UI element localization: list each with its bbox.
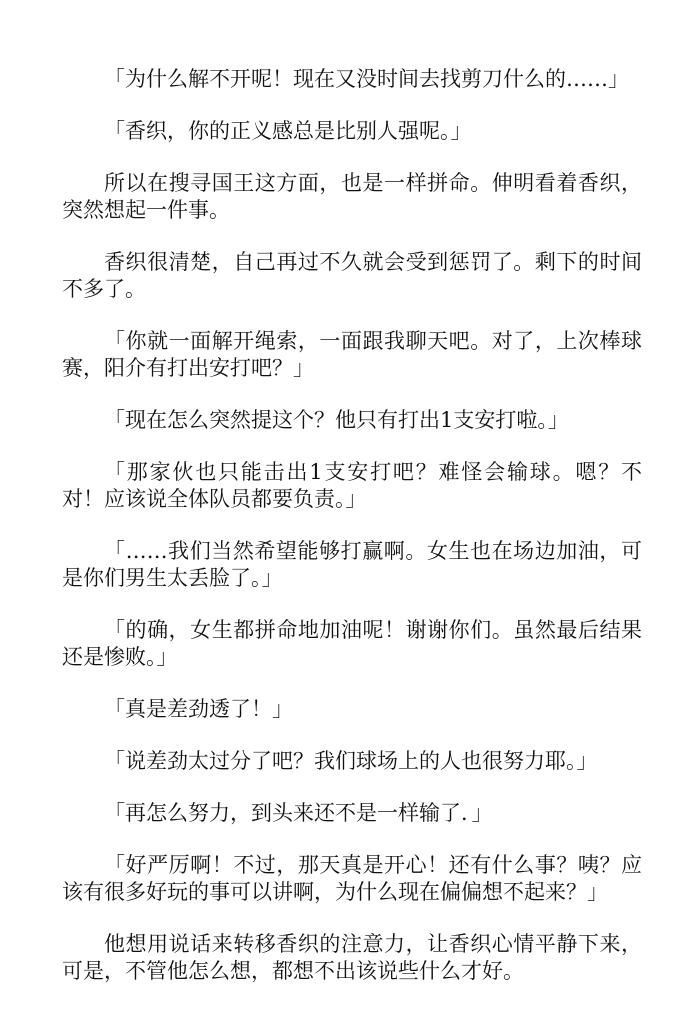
book-page [62,66,642,1010]
paragraph: 「说差劲太过分了吧？我们球场上的人也很努力耶。」 [104,749,598,773]
paragraph: 「……我们当然希望能够打赢啊。女生也在场边加油，可是你们男生太丢脸了。」 [62,539,642,590]
paragraph: 他想用说话来转移香织的注意力，让香织心情平静下来，可是，不管他怎么想，都想不出该说些什么才好。 [62,932,642,983]
paragraph: 「真是差劲透了！」 [104,697,293,721]
paragraph: 「再怎么努力，到头来还不是一样输了．」 [104,801,493,825]
paragraph: 「那家伙也只能击出1支安打吧？难怪会输球。嗯？不对！应该说全体队员都要负责。」 [62,460,642,511]
paragraph: 香织很清楚，自己再过不久就会受到惩罚了。剩下的时间不多了。 [62,250,642,301]
paragraph: 「好严厉啊！不过，那天真是开心！还有什么事？咦？应该有很多好玩的事可以讲啊，为什么现在偏偏想不起来？」 [62,853,642,904]
paragraph: 「的确，女生都拼命地加油呢！谢谢你们。虽然最后结果还是惨败。」 [62,618,642,669]
paragraph: 「现在怎么突然提这个？他只有打出1支安打啦。」 [104,408,569,432]
paragraph: 「香织，你的正义感总是比别人强呢。」 [104,119,472,143]
paragraph: 所以在搜寻国王这方面，也是一样拼命。伸明看着香织，突然想起一件事。 [62,171,642,222]
paragraph: 「你就一面解开绳索，一面跟我聊天吧。对了，上次棒球赛，阳介有打出安打吧？」 [62,329,642,380]
paragraph: 「为什么解不开呢！现在又没时间去找剪刀什么的……」 [104,67,629,91]
